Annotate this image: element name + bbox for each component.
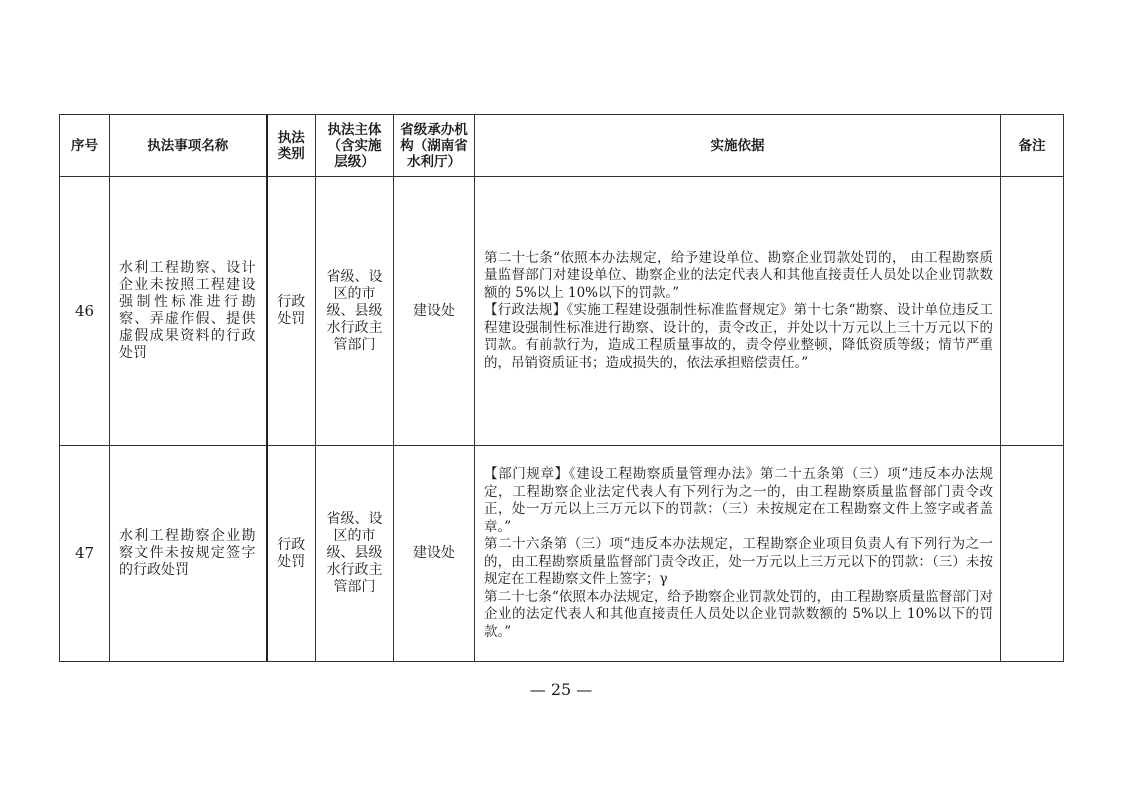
- header-subject-text: 执法主体（含实施层级）: [327, 121, 382, 170]
- legal-basis: [475, 446, 1001, 662]
- header-remark: 备注: [1001, 115, 1064, 177]
- legal-basis: [475, 177, 1001, 446]
- header-type-text: 执法类别: [277, 129, 305, 162]
- header-row: [60, 115, 1064, 177]
- enforcement-type: 行政处罚: [267, 177, 316, 446]
- enforcement-table-container: [59, 114, 1063, 662]
- row-number: 46: [60, 177, 110, 446]
- basis-paragraph: 第二十七条“依照本办法规定，给予勘察企业罚款处罚的，由工程勘察质量监督部门对企业的法定代表人和其他直接责任人员处以企业罚款数额的 5%以上 10%以下的罚款。”: [484, 588, 993, 640]
- responsible-org: 建设处: [394, 446, 475, 662]
- enforcement-subject: 省级、设区的市级、县级水行政主管部门: [316, 446, 394, 662]
- header-type: [267, 115, 316, 177]
- remark: [1001, 446, 1064, 662]
- table-row: [60, 446, 1064, 662]
- header-org-text: 省级承办机构（湖南省水利厅）: [400, 121, 468, 170]
- header-org: [394, 115, 475, 177]
- row-number: 47: [60, 446, 110, 662]
- item-name: 水利工程勘察企业勘察文件未按规定签字的行政处罚: [110, 446, 267, 662]
- header-num: 序号: [60, 115, 110, 177]
- table-row: [60, 177, 1064, 446]
- header-basis: 实施依据: [475, 115, 1001, 177]
- enforcement-subject: 省级、设区的市级、县级水行政主管部门: [316, 177, 394, 446]
- item-name: 水利工程勘察、设计企业未按照工程建设强制性标准进行勘察、弄虚作假、提供虚假成果资料的行政处罚: [110, 177, 267, 446]
- responsible-org: 建设处: [394, 177, 475, 446]
- page-number: — 25 —: [529, 680, 593, 699]
- basis-paragraph: 第二十七条“依照本办法规定，给予建设单位、勘察企业罚款处罚的， 由工程勘察质量监督部门对建设单位、勘察企业的法定代表人和其他直接责任人员处以企业罚款数额的 5%以上 10%以下的罚款。”: [484, 249, 993, 301]
- header-subject: [316, 115, 394, 177]
- basis-paragraph: 【部门规章】《建设工程勘察质量管理办法》第二十五条第（三）项“违反本办法规定，工程勘察企业法定代表人有下列行为之一的，由工程勘察质量监督部门责令改正，处一万元以上三万元以下的罚款：（三）未按规定在工程勘察文件上签字或者盖章。”: [484, 466, 993, 535]
- header-name: 执法事项名称: [110, 115, 267, 177]
- basis-paragraph: 第二十六条第（三）项“违反本办法规定，工程勘察企业项目负责人有下列行为之一的，由工程勘察质量监督部门责令改正，处一万元以上三万元以下的罚款：（三）未按规定在工程勘察文件上签字；γ: [484, 536, 993, 587]
- remark: [1001, 177, 1064, 446]
- basis-paragraph: 【行政法规】《实施工程建设强制性标准监督规定》第十七条“勘察、设计单位违反工程建设强制性标准进行勘察、设计的，责令改正，并处以十万元以上三十万元以下的罚款。有前款行为，造成工程质量事故的，责令停业整顿，降低资质等级；情节严重的，吊销资质证书；造成损失的，依法承担赔偿责任。”: [484, 302, 993, 371]
- enforcement-table: [59, 114, 1064, 662]
- enforcement-type: 行政处罚: [267, 446, 316, 662]
